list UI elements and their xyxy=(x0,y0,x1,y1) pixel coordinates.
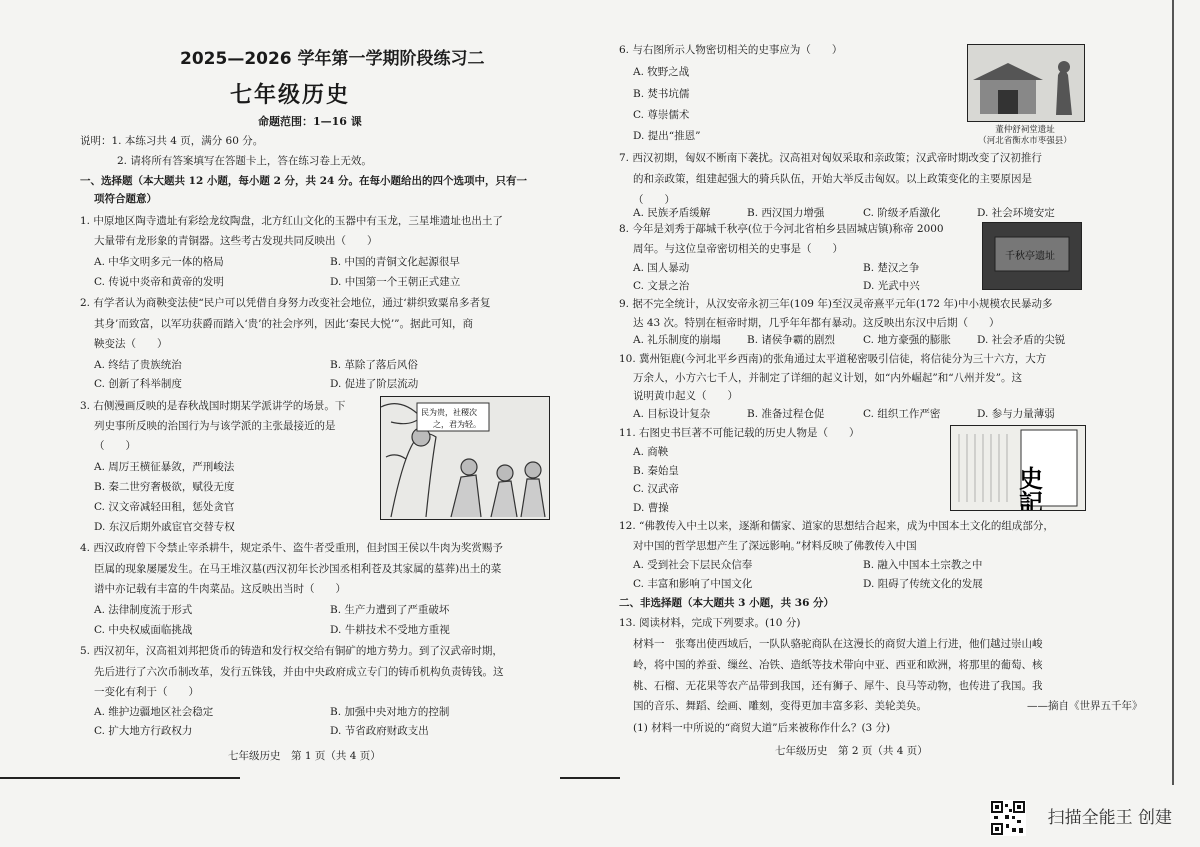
cartoon-illustration xyxy=(381,397,549,519)
qr-code-icon xyxy=(990,800,1026,836)
q13-sub1: (1) 材料一中所说的“商贸大道”后来被称作什么？(3 分) xyxy=(633,722,891,734)
q9-stem: 达 43 次。特别在桓帝时期，几乎年年都有暴动。这反映出东汉中后期（ ） xyxy=(633,317,1000,329)
q12-stem: 12. “佛教传入中土以来，逐渐和儒家、道家的思想结合起来，成为中国本土文化的组成部分， xyxy=(619,520,1054,532)
q13-material: 国的音乐、舞蹈、绘画、雕刻，变得更加丰富多彩、美轮美奂。 xyxy=(633,700,927,712)
q13-intro: 13. 阅读材料，完成下列要求。(10 分) xyxy=(619,617,801,629)
q3-option: D. 东汉后期外戚宦官交替专权 xyxy=(94,521,235,533)
q7-stem: （ ） xyxy=(633,194,675,206)
q7-option: B. 西汉国力增强 xyxy=(747,207,825,219)
q5-option: B. 加强中央对地方的控制 xyxy=(330,706,450,718)
q8-stele-photo xyxy=(982,222,1082,290)
q7-stem: 7. 西汉初期，匈奴不断南下袭扰。汉高祖对匈奴采取和亲政策；汉武帝时期改变了汉初推行 xyxy=(619,152,1042,164)
subject-title: 七年级历史 xyxy=(230,82,351,108)
q11-book-image xyxy=(950,425,1086,511)
q1-option: D. 中国第一个王朝正式建立 xyxy=(330,276,461,288)
q12-stem: 对中国的哲学思想产生了深远影响。”材料反映了佛教传入中国 xyxy=(633,540,917,552)
q3-option: A. 周厉王横征暴敛，严刑峻法 xyxy=(94,461,235,473)
exam-title: 2025—2026 学年第一学期阶段练习二 xyxy=(180,49,485,69)
q3-stem: 列史事所反映的治国行为与该学派的主张最接近的是 xyxy=(94,420,336,432)
shiji-book-illustration xyxy=(951,426,1085,510)
q10-option: D. 参与力量薄弱 xyxy=(977,408,1055,420)
section1-heading-cont: 项符合题意） xyxy=(94,193,157,205)
q5-stem: 5. 西汉初年，汉高祖刘邦把货币的铸造和发行权交给有铜矿的地方势力。到了汉武帝时期， xyxy=(80,645,503,657)
q6-photo xyxy=(967,44,1085,122)
q11-option: D. 曹操 xyxy=(633,502,669,514)
stele-inscription: 千秋亭遗址 xyxy=(1005,251,1055,262)
q10-stem: 万余人，小方六七千人，并制定了详细的起义计划，如“内外崛起”和“八州并发”。这 xyxy=(633,372,1022,384)
section2-heading: 二、非选择题（本大题共 3 小题，共 36 分） xyxy=(619,597,835,609)
q8-option: C. 文景之治 xyxy=(633,280,690,292)
q11-option: B. 秦始皇 xyxy=(633,465,679,477)
q6-caption-line1: 董仲舒祠堂遗址 xyxy=(995,125,1055,135)
q7-option: C. 阶级矛盾激化 xyxy=(863,207,941,219)
q6-caption-line2: （河北省衡水市枣强县） xyxy=(978,136,1072,146)
q6-stem: 6. 与右图所示人物密切相关的史事应为（ ） xyxy=(619,44,843,56)
q8-option: A. 国人暴动 xyxy=(633,262,690,274)
cartoon-bubble-line2: 之，君为轻。 xyxy=(433,420,481,429)
page-2 xyxy=(617,0,1157,800)
stele-illustration xyxy=(983,223,1081,289)
q2-option: D. 促进了阶层流动 xyxy=(330,378,419,390)
q1-option: B. 中国的青铜文化起源很早 xyxy=(330,256,460,268)
q10-option: B. 准备过程仓促 xyxy=(747,408,825,420)
q3-option: C. 汉文帝减轻田租，惩处贪官 xyxy=(94,501,235,513)
q2-stem: 2. 有学者认为商鞅变法使“民户可以凭借自身努力改变社会地位，通过‘耕织致粟帛多者复 xyxy=(80,297,491,309)
page-1-footer: 七年级历史 第 1 页（共 4 页） xyxy=(228,750,381,762)
q9-option: D. 社会矛盾的尖锐 xyxy=(977,334,1066,346)
q6-option: C. 尊崇儒术 xyxy=(633,109,690,121)
cartoon-bubble-line1: 民为贵，社稷次 xyxy=(421,408,477,417)
section1-heading: 一、选择题（本大题共 12 小题，每小题 2 分，共 24 分。在每小题给出的四个选项中，只有一 xyxy=(80,175,527,187)
q2-option: C. 创新了科举制度 xyxy=(94,378,182,390)
q6-option: D. 提出“推恩” xyxy=(633,130,701,142)
q5-stem: 一变化有利于（ ） xyxy=(94,686,199,698)
q5-stem: 先后进行了六次币制改革，发行五铢钱，并由中央政府成立专门的铸币机构负责铸钱。这 xyxy=(94,666,504,678)
q1-stem: 1. 中原地区陶寺遗址有彩绘龙纹陶盘，北方红山文化的玉器中有玉龙，三星堆遗址也出土了 xyxy=(80,215,503,227)
q1-stem: 大量带有龙形象的青铜器。这些考古发现共同反映出（ ） xyxy=(94,235,378,247)
q4-stem: 谱中亦记载有丰富的牛肉菜品。这反映出当时（ ） xyxy=(94,583,346,595)
q2-stem: 其身’而致富，以军功获爵而踏入‘贵’的社会序列，因此‘秦民大悦’”。据此可知，商 xyxy=(94,318,474,330)
q7-option: D. 社会环境安定 xyxy=(977,207,1055,219)
q9-stem: 9. 据不完全统计，从汉安帝永初三年(109 年)至汉灵帝熹平元年(172 年)中小规模农民暴动多 xyxy=(619,298,1053,310)
q13-material: 岭，将中国的养蚕、缫丝、冶铁、造纸等技术带向中亚、西亚和欧洲，将那里的葡萄、核 xyxy=(633,659,1043,671)
q3-stem: （ ） xyxy=(94,440,136,452)
q3-option: B. 秦二世穷奢极欲，赋役无度 xyxy=(94,481,235,493)
q5-option: C. 扩大地方行政权力 xyxy=(94,725,193,737)
q1-option: A. 中华文明多元一体的格局 xyxy=(94,256,224,268)
q6-option: A. 牧野之战 xyxy=(633,66,690,78)
q10-option: C. 组织工作严密 xyxy=(863,408,941,420)
q11-option: A. 商鞅 xyxy=(633,446,669,458)
q4-stem: 4. 西汉政府曾下令禁止宰杀耕牛，规定杀牛、盗牛者受重刑，但封国王侯以牛肉为奖赏赐予 xyxy=(80,542,503,554)
q9-option: B. 诸侯争霸的剧烈 xyxy=(747,334,835,346)
q6-option: B. 焚书坑儒 xyxy=(633,88,690,100)
q10-option: A. 目标设计复杂 xyxy=(633,408,711,420)
q11-stem: 11. 右图史书巨著不可能记载的历史人物是（ ） xyxy=(619,427,860,439)
q12-option: C. 丰富和影响了中国文化 xyxy=(633,578,753,590)
q12-option: D. 阻碍了传统文化的发展 xyxy=(863,578,983,590)
q10-stem: 说明黄巾起义（ ） xyxy=(633,390,738,402)
q1-option: C. 传说中炎帝和黄帝的发明 xyxy=(94,276,224,288)
page-2-footer: 七年级历史 第 2 页（共 4 页） xyxy=(775,745,928,757)
q8-option: D. 光武中兴 xyxy=(863,280,920,292)
q4-stem: 臣属的现象屡屡发生。在马王堆汉墓(西汉初年长沙国丞相利苍及其家属的墓葬)出土的菜 xyxy=(94,563,502,575)
q13-material: 材料一 张骞出使西域后，一队队骆驼商队在这漫长的商贸大道上行进，他们越过崇山峻 xyxy=(633,638,1043,650)
q2-option: A. 终结了贵族统治 xyxy=(94,359,182,371)
q9-option: A. 礼乐制度的崩塌 xyxy=(633,334,721,346)
q12-option: A. 受到社会下层民众信奉 xyxy=(633,559,753,571)
q3-cartoon-figure xyxy=(380,396,550,520)
scanner-watermark: 扫描全能王 创建 xyxy=(1047,808,1172,828)
q13-source: ——摘自《世界五千年》 xyxy=(1027,700,1143,712)
q8-option: B. 楚汉之争 xyxy=(863,262,920,274)
q4-option: C. 中央权威面临挑战 xyxy=(94,624,193,636)
q10-stem: 10. 冀州钜鹿(今河北平乡西南)的张角通过太平道秘密吸引信徒，将信徒分为三十六方，大方 xyxy=(619,353,1047,365)
scan-edge-line xyxy=(560,777,620,779)
q11-option: C. 汉武帝 xyxy=(633,483,679,495)
q4-option: A. 法律制度流于形式 xyxy=(94,604,193,616)
topic-range: 命题范围：1—16 课 xyxy=(258,115,362,128)
note-1: 说明：1. 本练习共 4 页，满分 60 分。 xyxy=(80,135,264,147)
q9-option: C. 地方豪强的膨胀 xyxy=(863,334,951,346)
q2-stem: 鞅变法（ ） xyxy=(94,338,168,350)
q2-option: B. 革除了落后风俗 xyxy=(330,359,418,371)
q8-stem: 8. 今年是刘秀于鄗城千秋亭(位于今河北省柏乡县固城店镇)称帝 2000 xyxy=(619,223,944,235)
q4-option: D. 牛耕技术不受地方重视 xyxy=(330,624,450,636)
page-1 xyxy=(60,0,560,800)
q5-option: D. 节省政府财政支出 xyxy=(330,725,429,737)
q12-option: B. 融入中国本土宗教之中 xyxy=(863,559,983,571)
q13-material: 桃、石榴、无花果等农产品带到我国，还有狮子、犀牛、良马等动物，也传进了我国。我 xyxy=(633,680,1043,692)
q7-stem: 的和亲政策，组建起强大的骑兵队伍，开始大举反击匈奴。以上政策变化的主要原因是 xyxy=(633,173,1032,185)
q5-option: A. 维护边疆地区社会稳定 xyxy=(94,706,214,718)
book-title-char-1: 史記 xyxy=(1014,466,1044,510)
scan-edge-line xyxy=(1172,0,1174,785)
q4-option: B. 生产力遭到了严重破坏 xyxy=(330,604,450,616)
shrine-illustration xyxy=(968,45,1084,121)
note-2: 2. 请将所有答案填写在答题卡上，答在练习卷上无效。 xyxy=(117,155,372,167)
q8-stem: 周年。与这位皇帝密切相关的史事是（ ） xyxy=(633,243,843,255)
scan-edge-line xyxy=(0,777,240,779)
q3-stem: 3. 右侧漫画反映的是春秋战国时期某学派讲学的场景。下 xyxy=(80,400,346,412)
q7-option: A. 民族矛盾缓解 xyxy=(633,207,711,219)
